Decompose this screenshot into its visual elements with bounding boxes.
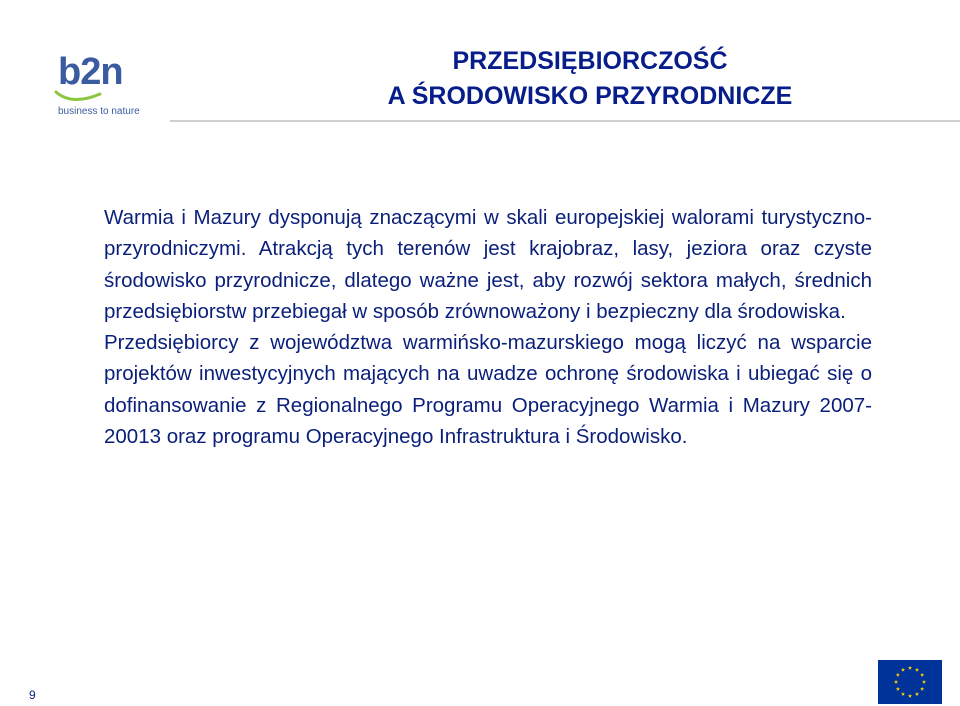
body-paragraph-2: Przedsiębiorcy z województwa warmińsko-mazurskiego mogą liczyć na wsparcie projektów inwestycyjnych mających na uwadze ochronę środowiska i ubiegać się o dofinansowanie z Regionalnego Programu Operacyjnego Warmia i Mazury 2007-20013 oraz programu Operacyjnego Infrastruktura i Środowisko.: [104, 331, 872, 449]
header-divider: [170, 120, 960, 122]
body-paragraph-1: Warmia i Mazury dysponują znaczącymi w skali europejskiej walorami turystyczno-przyrodniczymi. Atrakcją tych terenów jest krajobraz, lasy, jeziora oraz czyste środowisko przyrodnicze, dlatego ważne jest, aby rozwój sektora małych, średnich przedsiębiorstw przebiegał w sposób zrównoważony i bezpieczny dla środowiska.: [104, 206, 872, 323]
title-line-1: PRZEDSIĘBIORCZOŚĆ: [452, 47, 728, 75]
logo-wordmark: b2n: [58, 51, 123, 93]
title-line-2: A ŚRODOWISKO PRZYRODNICZE: [387, 82, 793, 110]
b2n-logo: [58, 52, 158, 127]
slide-body: [104, 202, 872, 452]
logo-leaf-arc-icon: [54, 88, 104, 106]
slide-title: [300, 44, 880, 114]
logo-tagline: business to nature: [58, 106, 140, 117]
slide-header: [0, 0, 960, 125]
page-number: 9: [29, 688, 36, 702]
eu-flag-icon: [878, 660, 942, 704]
